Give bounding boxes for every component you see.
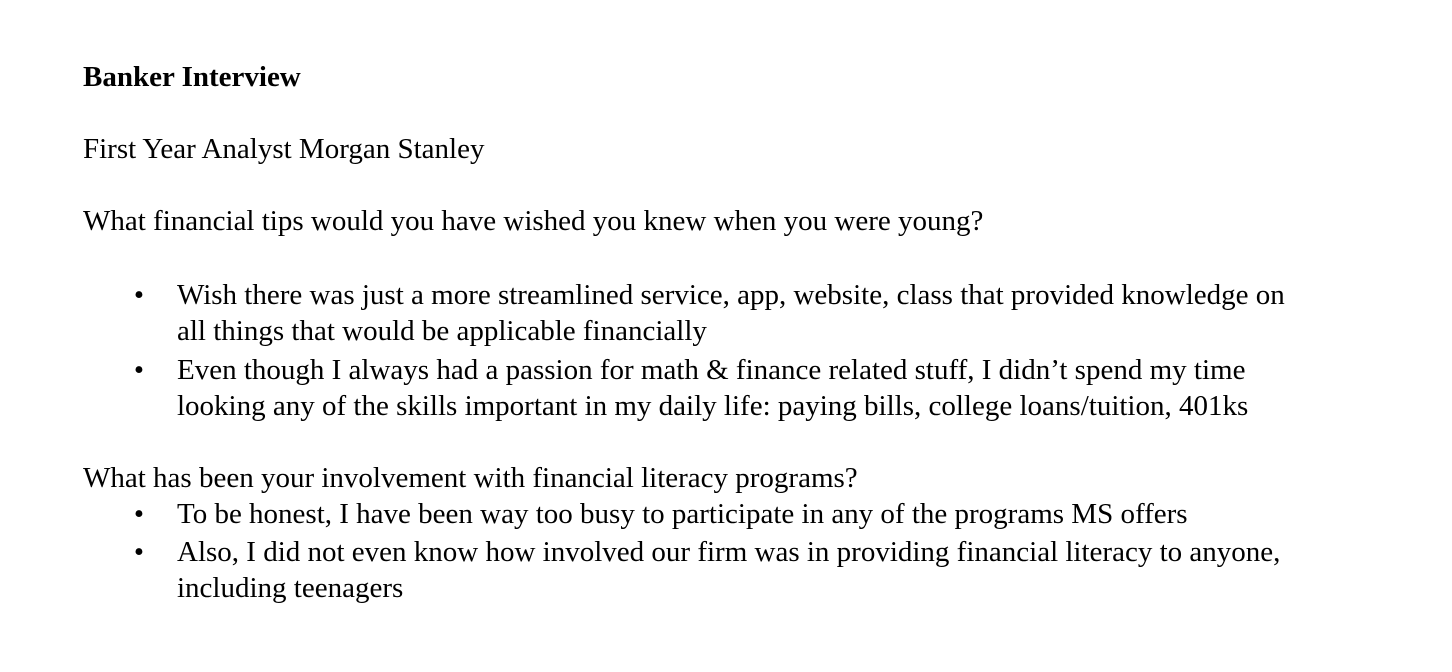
bullet-icon: •	[133, 354, 145, 386]
spacer	[83, 424, 1413, 460]
document-subtitle: First Year Analyst Morgan Stanley	[83, 133, 485, 165]
list-item-text: Even though I always had a passion for math & finance related stuff, I didn’t spend my time looking any of the skills important in my daily life: paying bills, college loans/tuition, 401ks	[177, 354, 1249, 422]
list-item	[83, 277, 1287, 349]
document-title: Banker Interview	[83, 61, 301, 93]
question-1: What financial tips would you have wished you knew when you were young?	[83, 205, 984, 237]
spacer	[83, 239, 1413, 277]
list-item	[83, 352, 1287, 424]
question-2: What has been your involvement with financial literacy programs?	[83, 462, 858, 494]
document-page	[83, 59, 1413, 606]
list-item-text: Also, I did not even know how involved our firm was in providing financial literacy to anyone, including teenagers	[177, 536, 1281, 604]
bullet-icon: •	[133, 279, 145, 311]
spacer	[83, 167, 1413, 203]
list-item-text: To be honest, I have been way too busy to participate in any of the programs MS offers	[177, 498, 1188, 530]
answer-list-2	[83, 496, 1413, 606]
list-item-text: Wish there was just a more streamlined service, app, website, class that provided knowledge on all things that would be applicable financially	[177, 279, 1285, 347]
bullet-icon: •	[133, 498, 145, 530]
spacer	[83, 95, 1413, 131]
list-item	[83, 534, 1287, 606]
list-item	[83, 496, 1287, 532]
bullet-icon: •	[133, 536, 145, 568]
answer-list-1	[83, 277, 1413, 424]
